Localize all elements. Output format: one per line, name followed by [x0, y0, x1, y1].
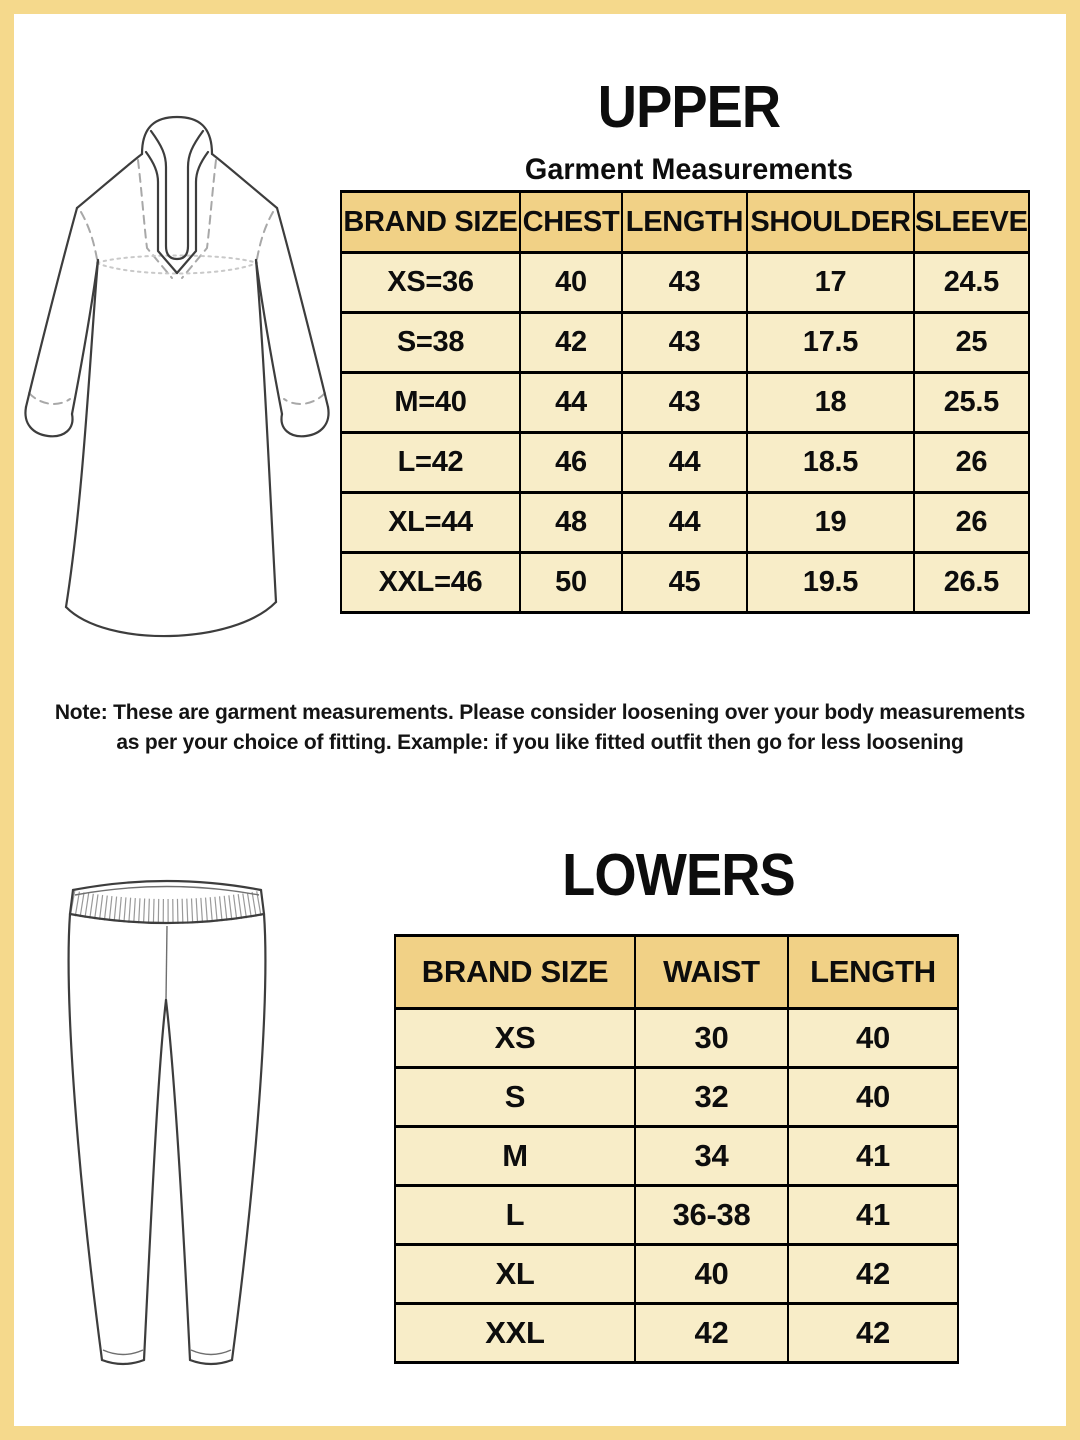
- size-cell: 40: [788, 1068, 958, 1127]
- lower-col-brand-size: BRAND SIZE: [395, 936, 635, 1009]
- size-row-xl: [341, 493, 1029, 553]
- leggings-line-drawing: [40, 868, 280, 1388]
- kurta-seam-dashes: [29, 160, 325, 404]
- size-row-l: [341, 433, 1029, 493]
- size-cell: 36-38: [635, 1186, 788, 1245]
- upper-col-shoulder: SHOULDER: [747, 192, 914, 253]
- note-text: [20, 698, 1060, 758]
- size-cell: 18: [747, 373, 914, 433]
- size-label: XL: [395, 1245, 635, 1304]
- kurta-body: [66, 260, 276, 636]
- size-row-s: [395, 1068, 958, 1127]
- size-cell: 24.5: [914, 253, 1029, 313]
- upper-col-chest: CHEST: [520, 192, 622, 253]
- size-cell: 42: [520, 313, 622, 373]
- size-label: M: [395, 1127, 635, 1186]
- size-cell: 43: [622, 253, 747, 313]
- size-cell: 42: [788, 1245, 958, 1304]
- size-row-xxl: [341, 553, 1029, 613]
- size-cell: 42: [635, 1304, 788, 1363]
- size-cell: 44: [622, 433, 747, 493]
- size-cell: 19: [747, 493, 914, 553]
- size-label: M=40: [341, 373, 520, 433]
- size-cell: 26: [914, 493, 1029, 553]
- upper-section-title: UPPER: [597, 74, 781, 140]
- size-cell: 17.5: [747, 313, 914, 373]
- size-label: L=42: [341, 433, 520, 493]
- size-cell: 19.5: [747, 553, 914, 613]
- kurta-placket: [146, 131, 208, 273]
- lower-size-table: [394, 934, 959, 1364]
- upper-col-sleeve: SLEEVE: [914, 192, 1029, 253]
- size-cell: 34: [635, 1127, 788, 1186]
- size-cell: 40: [520, 253, 622, 313]
- size-label: XS: [395, 1009, 635, 1068]
- size-cell: 26: [914, 433, 1029, 493]
- note-line-1: Note: These are garment measurements. Please consider loosening over your body measurements: [54, 701, 1026, 724]
- upper-size-table: [340, 190, 1030, 614]
- size-label: S=38: [341, 313, 520, 373]
- note-line-2: as per your choice of fitting. Example: if you like fitted outfit then go for less loosening: [116, 731, 964, 754]
- size-cell: 32: [635, 1068, 788, 1127]
- lower-col-length: LENGTH: [788, 936, 958, 1009]
- size-label: S: [395, 1068, 635, 1127]
- kurta-line-drawing: [20, 102, 340, 652]
- lower-header-row: [395, 936, 958, 1009]
- size-row-xs: [341, 253, 1029, 313]
- size-cell: 25: [914, 313, 1029, 373]
- kurta-collar: [77, 117, 277, 208]
- size-label: XS=36: [341, 253, 520, 313]
- size-cell: 25.5: [914, 373, 1029, 433]
- size-cell: 48: [520, 493, 622, 553]
- pants-waistband: [70, 881, 264, 923]
- size-label: XXL: [395, 1304, 635, 1363]
- size-cell: 43: [622, 313, 747, 373]
- size-cell: 30: [635, 1009, 788, 1068]
- size-cell: 42: [788, 1304, 958, 1363]
- size-label: L: [395, 1186, 635, 1245]
- size-row-m: [395, 1127, 958, 1186]
- size-cell: 50: [520, 553, 622, 613]
- size-row-l: [395, 1186, 958, 1245]
- size-cell: 18.5: [747, 433, 914, 493]
- size-cell: 26.5: [914, 553, 1029, 613]
- upper-col-length: LENGTH: [622, 192, 747, 253]
- size-cell: 40: [788, 1009, 958, 1068]
- size-cell: 44: [622, 493, 747, 553]
- lowers-section-title: LOWERS: [562, 842, 795, 908]
- upper-section-subtitle: Garment Measurements: [524, 153, 854, 186]
- size-cell: 46: [520, 433, 622, 493]
- size-cell: 40: [635, 1245, 788, 1304]
- size-row-xs: [395, 1009, 958, 1068]
- size-cell: 44: [520, 373, 622, 433]
- upper-col-brand-size: BRAND SIZE: [341, 192, 520, 253]
- size-cell: 41: [788, 1186, 958, 1245]
- pants-legs: [69, 914, 266, 1364]
- size-label: XXL=46: [341, 553, 520, 613]
- upper-header-row: [341, 192, 1029, 253]
- size-row-s: [341, 313, 1029, 373]
- size-cell: 45: [622, 553, 747, 613]
- size-cell: 41: [788, 1127, 958, 1186]
- size-cell: 17: [747, 253, 914, 313]
- size-row-m: [341, 373, 1029, 433]
- size-label: XL=44: [341, 493, 520, 553]
- size-row-xxl: [395, 1304, 958, 1363]
- size-row-xl: [395, 1245, 958, 1304]
- size-cell: 43: [622, 373, 747, 433]
- lower-col-waist: WAIST: [635, 936, 788, 1009]
